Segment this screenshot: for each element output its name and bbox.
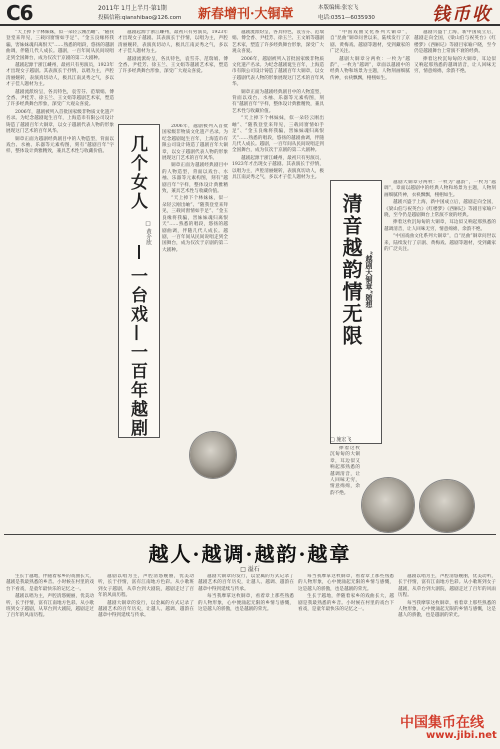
paragraph: 越剧大铜章分两枚：一枚为“越韵”，一枚为“越调”，章面以越剧中的经典人物和场景为主题，人物刻画细腻传神，衣袂飘飘，栩栩如生。 — [330, 56, 410, 81]
paragraph: 2006年，越剧被列入首批国家级非物质文化遗产名录。为纪念越剧诞生百年，上海造币有限公司设计铸造了越剧百年大铜章，以女子越剧代表人物的形象展现这门艺术的百年风华。 — [162, 124, 228, 162]
site-watermark-url: www.jibi.net — [426, 730, 497, 741]
paragraph: 越剧以唱为主，声腔清悠婉丽，优美动听，长于抒情，富有江南地方色彩。从小歌班到女子越剧，从草台到大剧院，越剧走过了百年的风雨历程。 — [398, 574, 496, 599]
article3-title: 越人·越调·越韵·越章 — [148, 542, 352, 566]
paragraph: 越剧流派纷呈，各具特色，袁雪芬、范瑞娟、傅全香、尹桂芳、徐玉兰、王文娟等越剧艺术家，塑造了许多经典舞台形象，深受广大观众喜爱。 — [232, 30, 324, 55]
paragraph: 越剧大铜章分两枚：一枚为“越韵”，一枚为“越调”，章面以越剧中的经典人物和场景为主题，人物刻画细腻传神，衣袂飘飘，栩栩如生。 — [384, 180, 496, 198]
paragraph: 越剧大铜章的发行，以金属的方式记录了越剧艺术的百年历史，让越人、越调、越韵在越章中得到延续与传承。 — [98, 600, 194, 619]
paragraph: “天上掉下个林妹妹，似一朵轻云刚出岫”、“随我登堂来拜见，三载同窗情如手足”、“金玉良缘将我骗，害妹妹魂归离恨天”……熟悉的唱段，悠扬的越剧曲调，伴随几代人成长。越剧，一百年间从民间说唱走到全国舞台，成为仅次于京剧的第二大剧种。 — [162, 196, 228, 253]
page-editor: 本版编辑:张宏飞 — [318, 5, 359, 11]
article3-body-col1 — [6, 574, 94, 744]
paragraph: 铜章正面为越剧经典剧目中的人物造型，背面以戏台、水袖、乐器等元素构图，刻有“越剧百年”字样，整体设计典雅精致，兼具艺术性与收藏价值。 — [232, 89, 324, 114]
section-divider — [4, 534, 496, 535]
issue-date: 2011年 1月上半月·第1期 — [98, 5, 167, 12]
paragraph: “天上掉下个林妹妹，似一朵轻云刚出岫”、“随我登堂来拜见，三载同窗情如手足”、“金玉良缘将我骗，害妹妹魂归离恨天”……熟悉的唱段，悠扬的越剧曲调，伴随几代人成长。越剧，一百年间从民间说唱走到全国舞台，成为仅次于京剧的第二大剧种。 — [232, 116, 324, 154]
article1-title-line1: 几个女人 — [127, 135, 147, 211]
article1-title-line2: 一台戏—一百年越剧 — [127, 267, 147, 438]
newspaper-logo: 钱币收 — [432, 4, 492, 25]
paragraph: 越剧起源于浙江嵊州，最初只有男演员，1923年才出现女子越剧。其表演长于抒情，以唱为主，声腔清丽婉转，表演真切动人，极具江南灵秀之气，多以才子佳人题材为主。 — [6, 63, 114, 88]
paragraph: 越剧兴盛于上海，新中国成立后，越剧走向全国，《梁山伯与祝英台》《红楼梦》《西厢记》等剧目家喻户晓，至今仍是越剧舞台上常演不衰的经典。 — [414, 30, 496, 55]
paragraph: 铜章正面为越剧经典剧目中的人物造型，背面以戏台、水袖、乐器等元素构图，刻有“越剧百年”字样，整体设计典雅精致，兼具艺术性与收藏价值。 — [162, 163, 228, 195]
paragraph: 越剧流派纷呈，各具特色，袁雪芬、范瑞娟、傅全香、尹桂芳、徐玉兰、王文娟等越剧艺术家，塑造了许多经典舞台形象，深受广大观众喜爱。 — [6, 89, 114, 108]
masthead — [0, 0, 500, 26]
paragraph: 2006年，越剧被列入首批国家级非物质文化遗产名录。为纪念越剧诞生百年，上海造币有限公司设计铸造了越剧百年大铜章，以女子越剧代表人物的形象展现这门艺术的百年风华。 — [232, 56, 324, 88]
paragraph: 捧着这枚沉甸甸的大铜章，耳边似又响起那熟悉的越调清音，让人回味无穷，情意绵绵，余韵不绝。 — [330, 446, 360, 496]
paragraph: 生长于越地，伴随着家乡的戏曲长大，越剧是我最熟悉的乡音。小时候在村里的戏台下看戏，是童年最快乐的记忆之一。 — [6, 574, 94, 592]
article3-body-col5 — [398, 574, 496, 708]
article2-body-col2 — [414, 30, 496, 176]
article2-body-col3 — [384, 180, 496, 474]
article2-author: □ 施宏飞 — [330, 437, 352, 443]
paragraph: 捧着这枚沉甸甸的大铜章，耳边似又响起那熟悉的越调清音，让人回味无穷，情意绵绵，余韵不绝。 — [414, 56, 496, 75]
editor-phone: 电话:0351—6035930 — [318, 15, 375, 21]
paragraph: 越剧起源于浙江嵊州，最初只有男演员，1923年才出现女子越剧。其表演长于抒情，以唱为主，声腔清丽婉转，表演真切动人，极具江南灵秀之气，多以才子佳人题材为主。 — [118, 30, 228, 55]
paragraph: 越剧大铜章的发行，以金属的方式记录了越剧艺术的百年历史，让越人、越调、越韵在越章中得到延续与传承。 — [198, 574, 294, 592]
paragraph: 2006年，越剧被列入首批国家级非物质文化遗产名录。为纪念越剧诞生百年，上海造币有限公司设计铸造了越剧百年大铜章，以女子越剧代表人物的形象展现这门艺术的百年风华。 — [6, 109, 114, 135]
paragraph: 每当我摩挲这枚铜章，看着章上那些熟悉的人物形象，心中便涌起无限的乡情与感慨，这是越人的骄傲，也是越剧的荣光。 — [398, 600, 496, 619]
submission-email: 投稿信箱:qianshibao@126.com — [98, 15, 182, 21]
paragraph: 越剧以唱为主，声腔清悠婉丽，优美动听，长于抒情，富有江南地方色彩。从小歌班到女子越剧，从草台到大剧院，越剧走过了百年的风雨历程。 — [6, 594, 94, 619]
article1-body-col3 — [162, 124, 228, 426]
article2-title: 清音越韵情无限 — [339, 193, 363, 347]
paragraph: 每当我摩挲这枚铜章，看着章上那些熟悉的人物形象，心中便涌起无限的乡情与感慨，这是越人的骄傲，也是越剧的荣光。 — [298, 574, 394, 592]
paragraph: “天上掉下个林妹妹，似一朵轻云刚出岫”、“随我登堂来拜见，三载同窗情如手足”、“金玉良缘将我骗，害妹妹魂归离恨天”……熟悉的唱段，悠扬的越剧曲调，伴随几代人成长。越剧，一百年间从民间说唱走到全国舞台，成为仅次于京剧的第二大剧种。 — [6, 30, 114, 61]
article2-body-col1 — [330, 30, 410, 176]
article1-body-col4 — [232, 30, 324, 528]
paragraph: 捧着这枚沉甸甸的大铜章，耳边似又响起那熟悉的越调清音，让人回味无穷，情意绵绵，余韵不绝。 — [384, 220, 496, 232]
paragraph: 铜章正面为越剧经典剧目中的人物造型，背面以戏台、水袖、乐器等元素构图，刻有“越剧百年”字样，整体设计典雅精致，兼具艺术性与收藏价值。 — [6, 136, 114, 155]
article3-body-col2 — [98, 574, 194, 744]
section-title: 新春增刊·大铜章 — [198, 7, 294, 22]
article3-author: □ 溢石 — [240, 566, 260, 573]
article2-body-col4 — [330, 446, 360, 528]
article1-body-col2 — [118, 30, 228, 120]
paragraph: “中国戏曲文化系列大铜章”，自“昆曲”铜章问世以来，陆续发行了京剧、黄梅戏、越剧等题材，受到藏家的广泛关注。 — [330, 30, 410, 55]
article1-body-col1 — [6, 30, 114, 528]
paragraph: “中国戏曲文化系列大铜章”，自“昆曲”铜章问世以来，陆续发行了京剧、黄梅戏、越剧等题材，受到藏家的广泛关注。 — [384, 234, 496, 253]
bronze-medal-image — [190, 432, 236, 478]
paragraph: 越剧起源于浙江嵊州，最初只有男演员，1923年才出现女子越剧。其表演长于抒情，以唱为主，声腔清丽婉转，表演真切动人，极具江南灵秀之气，多以才子佳人题材为主。 — [232, 155, 324, 180]
article3-body-col3 — [198, 574, 294, 744]
article2-title-box — [330, 180, 382, 444]
page-number: C6 — [6, 1, 33, 25]
article3-body-col4 — [298, 574, 394, 744]
article2-subtitle: “越剧大铜章”随想 — [365, 251, 374, 309]
paragraph: 生长于越地，伴随着家乡的戏曲长大，越剧是我最熟悉的乡音。小时候在村里的戏台下看戏，是童年最快乐的记忆之一。 — [298, 594, 394, 613]
medal-obverse-image — [362, 478, 414, 532]
article1-title-box — [118, 124, 160, 438]
medal-reverse-image — [420, 480, 474, 532]
site-watermark: 中国集币在线 — [400, 715, 484, 731]
paragraph: 越剧兴盛于上海，新中国成立后，越剧走向全国，《梁山伯与祝英台》《红楼梦》《西厢记》等剧目家喻户晓，至今仍是越剧舞台上常演不衰的经典。 — [384, 200, 496, 219]
paragraph: 越剧流派纷呈，各具特色，袁雪芬、范瑞娟、傅全香、尹桂芳、徐玉兰、王文娟等越剧艺术家，塑造了许多经典舞台形象，深受广大观众喜爱。 — [118, 56, 228, 75]
paragraph: 每当我摩挲这枚铜章，看着章上那些熟悉的人物形象，心中便涌起无限的乡情与感慨，这是越人的骄傲，也是越剧的荣光。 — [198, 594, 294, 613]
paragraph: 越剧以唱为主，声腔清悠婉丽，优美动听，长于抒情，富有江南地方色彩。从小歌班到女子越剧，从草台到大剧院，越剧走过了百年的风雨历程。 — [98, 574, 194, 599]
article1-author: □ 黄介欣 — [145, 221, 151, 246]
title-dash — [138, 245, 140, 259]
